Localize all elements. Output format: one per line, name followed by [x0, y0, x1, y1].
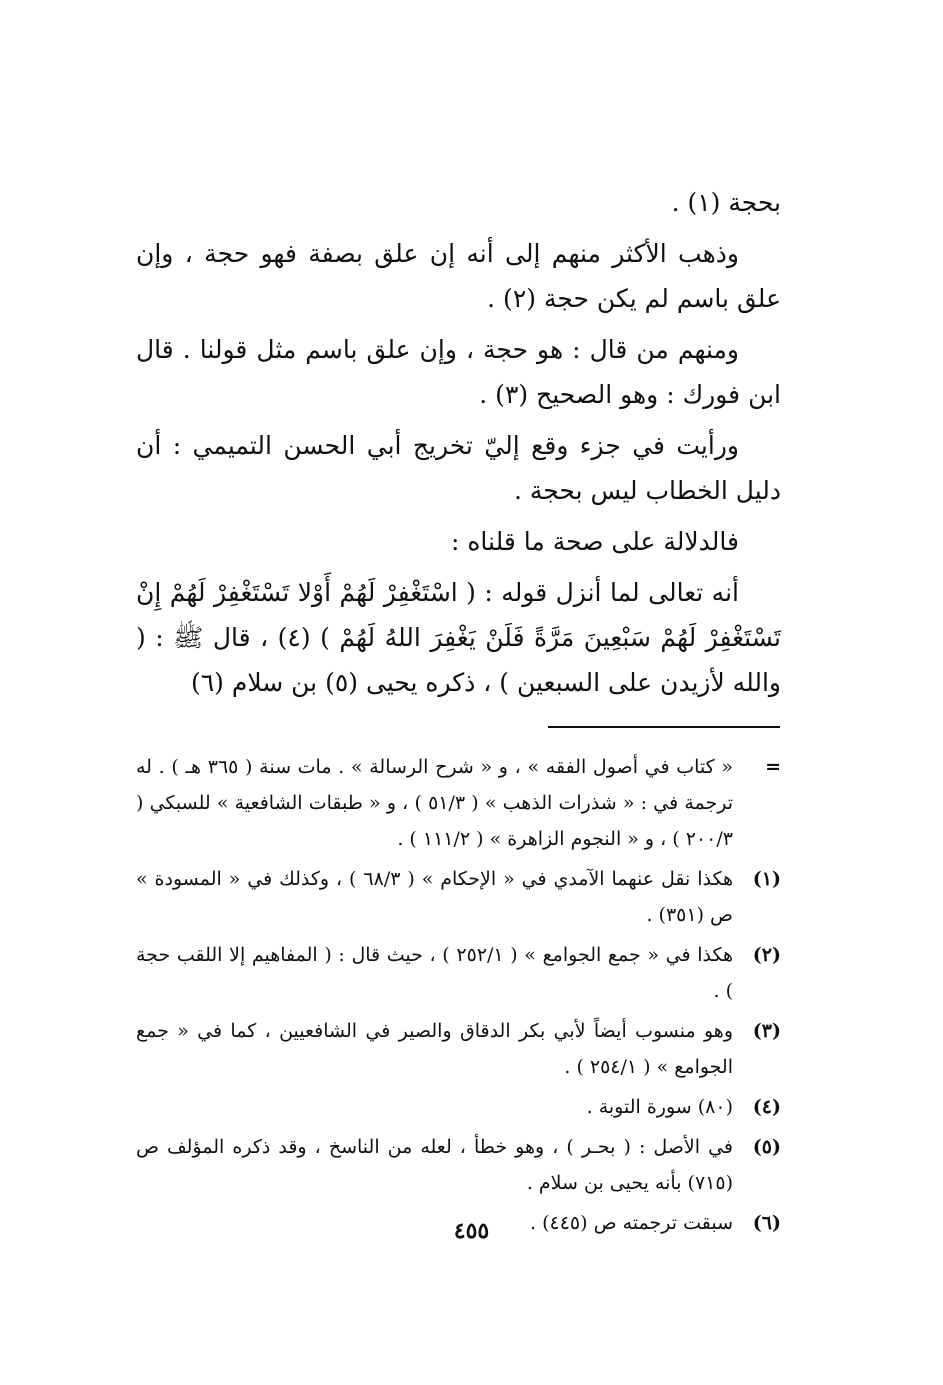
- footnote-1: [136, 861, 781, 933]
- footnote-number: (٣): [752, 1020, 781, 1042]
- paragraph-ibn-furak: ومنهم من قال : هو حجة ، وإن علق باسم مثل قولنا . قال ابن فورك : وهو الصحيح (٣) .: [136, 335, 781, 409]
- footnote-3: [136, 1013, 781, 1085]
- footnote-text: وهو منسوب أيضاً لأبي بكر الدقاق والصير في الشافعيين ، كما في « جمع الجوامع » ( ٢٥٤/١ ) .: [136, 1020, 733, 1078]
- footnote-text: « كتاب في أصول الفقه » ، و « شرح الرسالة » . مات سنة ( ٣٦٥ هـ ) . له ترجمة في : « شذرات الذهب » ( ٥١/٣ ) ، و « طبقات الشافعية » للسبكي ( ٢٠٠/٣ ) ، و « النجوم الزاهرة » ( ١١١/٢ ) .: [136, 756, 734, 850]
- footnote-continued: [136, 749, 781, 857]
- footnote-number: (٤): [752, 1096, 781, 1118]
- footnote-5: [136, 1129, 781, 1201]
- footnote-number: (١): [752, 868, 781, 890]
- footnote-text: (٨٠) سورة التوبة .: [586, 1096, 733, 1118]
- paragraph-quran-verse: أنه تعالى لما أنزل قوله : ( اسْتَغْفِرْ لَهُمْ أَوْلا تَسْتَغْفِرْ لَهُمْ إِنْ تَسْتَغْفِرْ لَهُمْ سَبْعِينَ مَرَّةً فَلَنْ يَغْفِرَ اللهُ لَهُمْ ) (٤) ، قال ﷺ : ( والله لأزيدن على السبعين ) ، ذكره يحيى (٥) بن سلام (٦): [136, 578, 781, 697]
- footnote-2: [136, 937, 781, 1009]
- paragraph-proof-heading: فالدلالة على صحة ما قلناه :: [450, 527, 739, 556]
- paragraph-majority-view: وذهب الأكثر منهم إلى أنه إن علق بصفة فهو حجة ، وإن علق باسم لم يكن حجة (٢) .: [136, 239, 781, 313]
- main-text: [136, 180, 781, 705]
- paragraph-tamimi: ورأيت في جزء وقع إليّ تخريج أبي الحسن التميمي : أن دليل الخطاب ليس بحجة .: [136, 431, 781, 505]
- footnote-text: هكذا في « جمع الجوامع » ( ٢٥٢/١ ) ، حيث قال : ( المفاهيم إلا اللقب حجة ) .: [136, 944, 733, 1002]
- footnote-number: (٢): [752, 944, 781, 966]
- footnote-text: سبقت ترجمته ص (٤٤٥) .: [530, 1212, 733, 1234]
- footnote-divider: [548, 726, 780, 728]
- footnote-number: (٥): [752, 1136, 781, 1158]
- page-number: ٤٥٥: [453, 1218, 490, 1244]
- paragraph-continuation: بحجة (١) .: [671, 188, 781, 217]
- footnote-text: هكذا نقل عنهما الآمدي في « الإحكام » ( ٦٨/٣ ) ، وكذلك في « المسودة » ص (٣٥١) .: [136, 868, 734, 926]
- footnote-4: [136, 1089, 781, 1125]
- footnote-text: في الأصل : ( بحـر ) ، وهو خطأ ، لعله من الناسخ ، وقد ذكره المؤلف ص (٧١٥) بأنه يحيى بن سلام .: [136, 1136, 733, 1194]
- footnote-marker: =: [765, 756, 781, 778]
- footnote-number: (٦): [752, 1212, 781, 1234]
- footnotes: [136, 749, 781, 1245]
